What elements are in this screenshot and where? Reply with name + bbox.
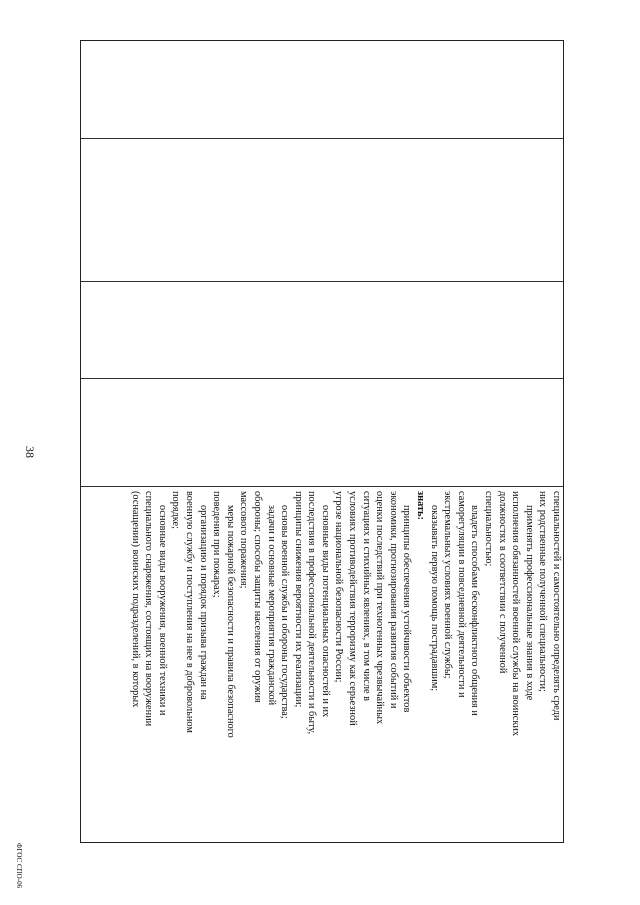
table-divider (81, 486, 563, 487)
text-line: основные виды вооружения, военной техники и (156, 505, 168, 716)
text-line: специального снаряжения, состоящих на вооружении (143, 491, 155, 727)
table-divider (81, 378, 563, 379)
text-line: последствия в профессиональной деятельности и быту, (306, 491, 318, 735)
text-line: оценки последствий при техногенных чрезвычайных (374, 491, 386, 725)
text-line: основы военной службы и обороны государства; (279, 505, 291, 719)
curriculum-table (80, 40, 564, 843)
page-number: 38 (23, 446, 37, 458)
text-line: организацию и порядок призыва граждан на (197, 505, 209, 700)
text-line: саморегуляции в повседневной деятельности и (455, 491, 467, 698)
text-line: задачи и основные мероприятия гражданской (265, 505, 277, 706)
text-line: массового поражения; (238, 491, 250, 589)
text-line: обороны; способы защиты населения от оружия (251, 491, 263, 703)
text-line: принципы обеспечения устойчивости объектов (401, 505, 413, 713)
text-line: принципы снижения вероятности их реализации; (292, 491, 304, 708)
text-line: угрозе национальной безопасности России; (333, 491, 345, 683)
text-line: военную службу и поступления на нее в добровольном (183, 491, 195, 733)
text-line: основные виды потенциальных опасностей и их (319, 505, 331, 718)
footer-standard-code: ФГОС СПО-06 (15, 843, 23, 889)
text-line: порядке; (170, 491, 182, 529)
text-line: экстремальных условиях военной службы; (442, 491, 454, 679)
text-line: ситуациях и стихийных явлениях, в том числе в (360, 491, 372, 701)
section-heading: знать: (415, 491, 427, 520)
text-line: экономики, прогнозирования развития событий и (387, 491, 399, 709)
text-line: (оснащении) воинских подразделений, в которых (129, 491, 141, 708)
text-line: применять профессиональные знания в ходе (523, 505, 535, 701)
text-line: условиях противодействия терроризму как серьезной (347, 491, 359, 726)
text-line: специальностью; (483, 491, 495, 567)
text-line: поведения при пожарах; (211, 491, 223, 598)
text-line: них родственные полученной специальности; (537, 491, 549, 692)
text-line: должностях в соответствии с полученной (496, 491, 508, 674)
text-line: меры пожарной безопасности и правила безопасного (224, 505, 236, 738)
table-divider (81, 138, 563, 139)
competency-text-cell (81, 488, 565, 842)
text-line: специальностей и самостоятельно определять среди (551, 491, 562, 721)
text-line: исполнения обязанностей военной службы на воинских (510, 491, 522, 736)
text-line: оказывать первую помощь пострадавшим; (428, 505, 440, 692)
text-line: владеть способами бесконфликтного общения и (469, 505, 481, 716)
table-divider (81, 281, 563, 282)
